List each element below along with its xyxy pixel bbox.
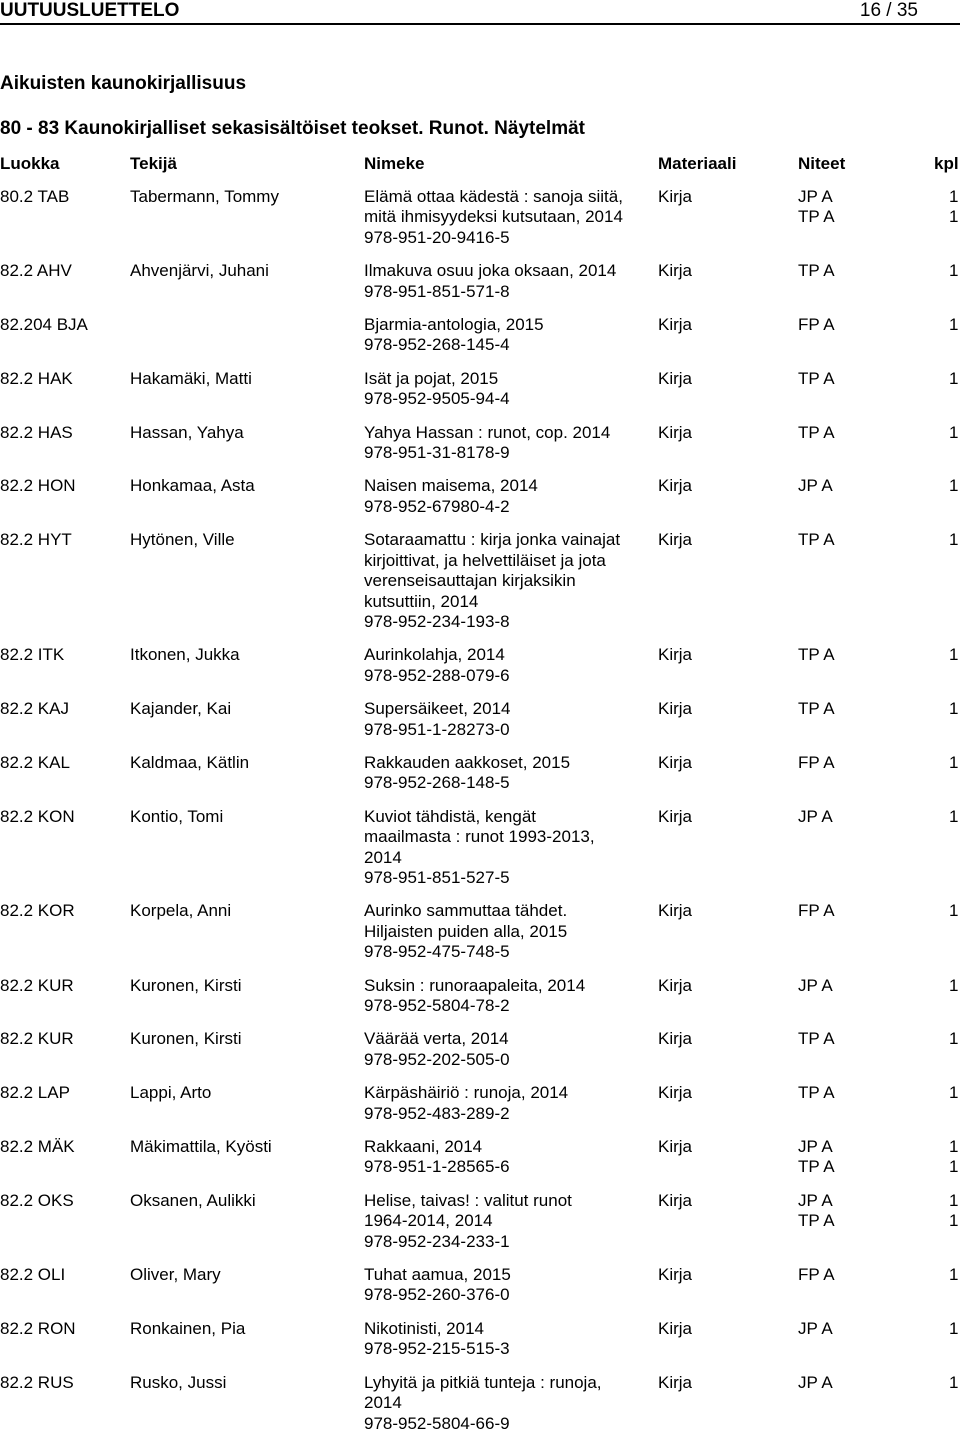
entry-kpl-count: 1 xyxy=(949,1211,959,1231)
entry-kpl-count: 1 xyxy=(949,368,959,388)
entry-nimeke xyxy=(364,1373,654,1434)
entry-tekija: Kontio, Tomi xyxy=(130,806,224,826)
entry-niteet xyxy=(798,1319,833,1339)
catalog-entry xyxy=(0,315,960,356)
entry-tekija: Tabermann, Tommy xyxy=(130,187,279,206)
entry-kpl xyxy=(949,807,958,827)
entry-luokka: 82.2 KUR xyxy=(0,975,74,995)
entry-kpl-count: 1 xyxy=(949,1157,959,1177)
entry-kpl-count: 1 xyxy=(949,699,959,719)
header-divider xyxy=(0,23,960,25)
entry-materiaali: Kirja xyxy=(658,530,693,550)
entry-kpl-count: 1 xyxy=(949,1190,959,1210)
entry-luokka: 82.2 ITK xyxy=(0,645,65,665)
entry-niteet xyxy=(798,1265,835,1285)
catalog-entry xyxy=(0,1083,960,1124)
entry-nimeke xyxy=(364,315,654,356)
entry-niteet xyxy=(798,1029,835,1049)
entry-materiaali: Kirja xyxy=(658,261,693,281)
entry-kpl xyxy=(949,369,958,389)
entry-isbn: 978-951-851-527-5 xyxy=(364,867,510,887)
entry-nimeke xyxy=(364,530,654,632)
entry-luokka: 82.2 KON xyxy=(0,806,75,826)
entry-nide: FP A xyxy=(798,752,835,772)
entry-nimeke xyxy=(364,753,654,794)
entry-luokka: 82.2 KAL xyxy=(0,752,70,772)
entry-luokka: 82.2 HAS xyxy=(0,422,73,442)
catalog-entry xyxy=(0,1373,960,1434)
entry-nimeke xyxy=(364,1029,654,1070)
entry-nimeke xyxy=(364,476,654,517)
entry-materiaali: Kirja xyxy=(658,1137,693,1157)
entry-nide: TP A xyxy=(798,1083,835,1103)
entry-kpl xyxy=(949,1029,958,1049)
entry-title-line: mitä ihmisyydeksi kutsutaan, 2014 xyxy=(364,207,623,227)
entry-niteet xyxy=(798,187,835,228)
entry-tekija: Itkonen, Jukka xyxy=(130,645,240,665)
entry-kpl-count: 1 xyxy=(949,187,959,206)
entry-tekija: Hakamäki, Matti xyxy=(130,368,252,388)
entry-tekija: Rusko, Jussi xyxy=(130,1372,227,1392)
entry-isbn: 978-952-268-145-4 xyxy=(364,335,510,355)
entry-title-line: Hiljaisten puiden alla, 2015 xyxy=(364,921,568,941)
entry-tekija: Kajander, Kai xyxy=(130,699,232,719)
entry-kpl-count: 1 xyxy=(949,207,959,227)
entry-niteet xyxy=(798,753,835,773)
entry-kpl xyxy=(949,1137,958,1178)
page-header xyxy=(0,0,960,22)
entry-luokka: 82.2 KAJ xyxy=(0,699,69,719)
entry-kpl-count: 1 xyxy=(949,1265,959,1285)
document-title: UUTUUSLUETTELO xyxy=(0,0,180,21)
entry-isbn: 978-951-20-9416-5 xyxy=(364,227,510,247)
entry-title-line: Yahya Hassan : runot, cop. 2014 xyxy=(364,422,611,442)
entry-nimeke xyxy=(364,261,654,302)
entry-nide: TP A xyxy=(798,1029,835,1049)
entry-nide: FP A xyxy=(798,1265,835,1285)
entry-isbn: 978-952-288-079-6 xyxy=(364,665,510,685)
entry-title-line: Nikotinisti, 2014 xyxy=(364,1318,485,1338)
column-header-kpl: kpl xyxy=(934,154,959,173)
entry-title-line: Kuviot tähdistä, kengät xyxy=(364,806,537,826)
entry-title-line: Ilmakuva osuu joka oksaan, 2014 xyxy=(364,261,617,281)
entry-materiaali: Kirja xyxy=(658,699,693,719)
entry-title-line: Naisen maisema, 2014 xyxy=(364,476,538,496)
entry-kpl xyxy=(949,476,958,496)
entry-isbn: 978-952-268-148-5 xyxy=(364,773,510,793)
entry-materiaali: Kirja xyxy=(658,315,693,335)
entry-tekija: Kaldmaa, Kätlin xyxy=(130,752,250,772)
entry-title-line: Aurinko sammuttaa tähdet. xyxy=(364,901,568,921)
entry-niteet xyxy=(798,645,835,665)
entry-isbn: 978-952-215-515-3 xyxy=(364,1339,510,1359)
entry-kpl xyxy=(949,423,958,443)
entry-luokka: 82.2 AHV xyxy=(0,261,72,281)
entry-nide: TP A xyxy=(798,645,835,665)
entry-tekija: Hytönen, Ville xyxy=(130,530,235,550)
subsection-title: 80 - 83 Kaunokirjalliset sekasisältöiset teokset. Runot. Näytelmät xyxy=(0,118,586,139)
catalog-entries xyxy=(0,187,960,1447)
entry-materiaali: Kirja xyxy=(658,476,693,496)
entry-niteet xyxy=(798,476,833,496)
entry-kpl-count: 1 xyxy=(949,476,959,496)
entry-kpl-count: 1 xyxy=(949,1137,959,1157)
entry-isbn: 978-952-9505-94-4 xyxy=(364,389,510,409)
entry-tekija: Honkamaa, Asta xyxy=(130,476,255,496)
entry-kpl xyxy=(949,1265,958,1285)
entry-title-line: Lyhyitä ja pitkiä tunteja : runoja, xyxy=(364,1372,602,1392)
entry-kpl-count: 1 xyxy=(949,901,959,921)
entry-title-line: maailmasta : runot 1993-2013, xyxy=(364,827,595,847)
entry-niteet xyxy=(798,699,835,719)
entry-title-line: Rakkauden aakkoset, 2015 xyxy=(364,752,571,772)
catalog-entry xyxy=(0,901,960,962)
entry-title-line: Tuhat aamua, 2015 xyxy=(364,1265,511,1285)
entry-nide: JP A xyxy=(798,1190,833,1210)
entry-niteet xyxy=(798,423,835,443)
entry-kpl-count: 1 xyxy=(949,752,959,772)
entry-isbn: 978-952-483-289-2 xyxy=(364,1103,510,1123)
catalog-entry xyxy=(0,530,960,632)
entry-title-line: Kärpäshäiriö : runoja, 2014 xyxy=(364,1083,569,1103)
column-headers xyxy=(0,153,960,175)
entry-title-line: Bjarmia-antologia, 2015 xyxy=(364,315,544,335)
entry-nide: JP A xyxy=(798,1372,833,1392)
entry-kpl xyxy=(949,645,958,665)
entry-niteet xyxy=(798,1373,833,1393)
entry-luokka: 82.2 RON xyxy=(0,1318,76,1338)
catalog-entry xyxy=(0,261,960,302)
entry-isbn: 978-951-1-28565-6 xyxy=(364,1157,510,1177)
entry-nide: TP A xyxy=(798,699,835,719)
column-header-niteet: Niteet xyxy=(798,154,846,173)
entry-nimeke xyxy=(364,807,654,889)
entry-title-line: kirjoittivat, ja helvettiläiset ja jota xyxy=(364,550,606,570)
entry-nimeke xyxy=(364,1137,654,1178)
entry-title-line: Supersäikeet, 2014 xyxy=(364,699,511,719)
entry-nimeke xyxy=(364,369,654,410)
catalog-entry xyxy=(0,807,960,889)
column-header-tekija: Tekijä xyxy=(130,154,177,173)
entry-tekija: Korpela, Anni xyxy=(130,901,232,921)
entry-materiaali: Kirja xyxy=(658,422,693,442)
entry-nide: TP A xyxy=(798,422,835,442)
entry-kpl-count: 1 xyxy=(949,422,959,442)
entry-kpl-count: 1 xyxy=(949,261,959,281)
entry-materiaali: Kirja xyxy=(658,368,693,388)
entry-luokka: 80.2 TAB xyxy=(0,187,70,206)
entry-materiaali: Kirja xyxy=(658,1190,693,1210)
section-title: Aikuisten kaunokirjallisuus xyxy=(0,73,247,94)
catalog-entry xyxy=(0,645,960,686)
entry-isbn: 978-952-475-748-5 xyxy=(364,942,510,962)
entry-isbn: 978-952-234-193-8 xyxy=(364,611,510,631)
entry-isbn: 978-951-1-28273-0 xyxy=(364,719,510,739)
entry-title-line: Helise, taivas! : valitut runot xyxy=(364,1190,572,1210)
entry-kpl-count: 1 xyxy=(949,1083,959,1103)
entry-luokka: 82.2 KUR xyxy=(0,1029,74,1049)
entry-kpl-count: 1 xyxy=(949,530,959,550)
entry-isbn: 978-952-67980-4-2 xyxy=(364,496,510,516)
entry-kpl xyxy=(949,1373,958,1393)
entry-title-line: Aurinkolahja, 2014 xyxy=(364,645,505,665)
entry-kpl xyxy=(949,1083,958,1103)
entry-nimeke xyxy=(364,699,654,740)
entry-nide: TP A xyxy=(798,1211,835,1231)
entry-nimeke xyxy=(364,976,654,1017)
catalog-entry xyxy=(0,1191,960,1252)
entry-title-line: 2014 xyxy=(364,1393,402,1413)
entry-tekija: Oliver, Mary xyxy=(130,1265,221,1285)
entry-luokka: 82.2 HYT xyxy=(0,530,72,550)
entry-niteet xyxy=(798,1137,835,1178)
entry-title-line: Elämä ottaa kädestä : sanoja siitä, xyxy=(364,187,623,206)
entry-luokka: 82.2 MÄK xyxy=(0,1137,75,1157)
entry-nimeke xyxy=(364,901,654,962)
entry-materiaali: Kirja xyxy=(658,187,693,206)
entry-kpl xyxy=(949,1191,958,1232)
catalog-entry xyxy=(0,1137,960,1178)
entry-nide: TP A xyxy=(798,368,835,388)
entry-kpl-count: 1 xyxy=(949,806,959,826)
entry-materiaali: Kirja xyxy=(658,806,693,826)
entry-kpl xyxy=(949,187,958,228)
entry-title-line: Sotaraamattu : kirja jonka vainajat xyxy=(364,530,621,550)
entry-nimeke xyxy=(364,187,654,248)
entry-tekija: Ronkainen, Pia xyxy=(130,1318,246,1338)
entry-nimeke xyxy=(364,645,654,686)
entry-luokka: 82.2 HAK xyxy=(0,368,73,388)
entry-tekija: Lappi, Arto xyxy=(130,1083,212,1103)
entry-materiaali: Kirja xyxy=(658,1372,693,1392)
entry-kpl xyxy=(949,699,958,719)
entry-niteet xyxy=(798,901,835,921)
entry-luokka: 82.2 LAP xyxy=(0,1083,70,1103)
entry-title-line: kutsuttiin, 2014 xyxy=(364,591,479,611)
entry-niteet xyxy=(798,1083,835,1103)
entry-luokka: 82.2 HON xyxy=(0,476,76,496)
entry-tekija: Mäkimattila, Kyösti xyxy=(130,1137,272,1157)
entry-nide: JP A xyxy=(798,806,833,826)
entry-luokka: 82.2 OKS xyxy=(0,1190,74,1210)
entry-title-line: 1964-2014, 2014 xyxy=(364,1211,493,1231)
entry-isbn: 978-952-234-233-1 xyxy=(364,1231,510,1251)
entry-materiaali: Kirja xyxy=(658,975,693,995)
column-header-materiaali: Materiaali xyxy=(658,154,737,173)
entry-materiaali: Kirja xyxy=(658,1265,693,1285)
entry-niteet xyxy=(798,315,835,335)
entry-niteet xyxy=(798,369,835,389)
entry-luokka: 82.2 OLI xyxy=(0,1265,66,1285)
entry-materiaali: Kirja xyxy=(658,1318,693,1338)
entry-title-line: Rakkaani, 2014 xyxy=(364,1137,483,1157)
entry-nimeke xyxy=(364,1083,654,1124)
catalog-entry xyxy=(0,1265,960,1306)
entry-kpl xyxy=(949,530,958,550)
catalog-entry xyxy=(0,369,960,410)
entry-materiaali: Kirja xyxy=(658,752,693,772)
entry-title-line: Väärää verta, 2014 xyxy=(364,1029,509,1049)
catalog-entry xyxy=(0,1029,960,1070)
entry-isbn: 978-952-5804-66-9 xyxy=(364,1413,510,1433)
entry-kpl-count: 1 xyxy=(949,975,959,995)
entry-tekija: Kuronen, Kirsti xyxy=(130,1029,242,1049)
entry-title-line: Isät ja pojat, 2015 xyxy=(364,368,499,388)
entry-isbn: 978-951-851-571-8 xyxy=(364,281,510,301)
entry-kpl xyxy=(949,261,958,281)
entry-title-line: 2014 xyxy=(364,847,402,867)
catalog-entry xyxy=(0,753,960,794)
entry-kpl-count: 1 xyxy=(949,315,959,335)
entry-niteet xyxy=(798,530,835,550)
entry-nimeke xyxy=(364,1265,654,1306)
entry-kpl-count: 1 xyxy=(949,1029,959,1049)
entry-isbn: 978-952-5804-78-2 xyxy=(364,996,510,1015)
entry-tekija: Ahvenjärvi, Juhani xyxy=(130,261,269,281)
entry-isbn: 978-951-31-8178-9 xyxy=(364,443,510,463)
entry-nide: JP A xyxy=(798,476,833,496)
entry-luokka: 82.204 BJA xyxy=(0,315,88,335)
entry-nide: TP A xyxy=(798,530,835,550)
column-header-nimeke: Nimeke xyxy=(364,154,425,173)
catalog-entry xyxy=(0,699,960,740)
entry-tekija: Oksanen, Aulikki xyxy=(130,1190,256,1210)
entry-materiaali: Kirja xyxy=(658,645,693,665)
entry-kpl-count: 1 xyxy=(949,1372,959,1392)
entry-nide: TP A xyxy=(798,207,835,227)
entry-nide: FP A xyxy=(798,901,835,921)
entry-isbn: 978-952-202-505-0 xyxy=(364,1049,510,1069)
entry-title-line: verenseisauttajan kirjaksikin xyxy=(364,571,576,591)
entry-materiaali: Kirja xyxy=(658,1029,693,1049)
entry-tekija: Kuronen, Kirsti xyxy=(130,975,242,995)
entry-nimeke xyxy=(364,1191,654,1252)
entry-kpl xyxy=(949,315,958,335)
entry-nide: JP A xyxy=(798,975,833,995)
entry-nimeke xyxy=(364,1319,654,1360)
entry-nide: JP A xyxy=(798,187,833,206)
column-header-luokka: Luokka xyxy=(0,154,60,173)
entry-nide: FP A xyxy=(798,315,835,335)
entry-title-line: Suksin : runoraapaleita, 2014 xyxy=(364,975,586,995)
entry-niteet xyxy=(798,1191,835,1232)
catalog-entry xyxy=(0,187,960,248)
entry-kpl-count: 1 xyxy=(949,645,959,665)
catalog-entry xyxy=(0,1319,960,1360)
catalog-entry xyxy=(0,476,960,517)
entry-tekija: Hassan, Yahya xyxy=(130,422,244,442)
entry-kpl xyxy=(949,753,958,773)
entry-nide: JP A xyxy=(798,1318,833,1338)
entry-nimeke xyxy=(364,423,654,464)
entry-nide: TP A xyxy=(798,261,835,281)
entry-kpl-count: 1 xyxy=(949,1318,959,1338)
entry-luokka: 82.2 RUS xyxy=(0,1372,74,1392)
entry-kpl xyxy=(949,1319,958,1339)
entry-niteet xyxy=(798,976,833,996)
page-number: 16 / 35 xyxy=(859,0,918,21)
entry-materiaali: Kirja xyxy=(658,901,693,921)
entry-materiaali: Kirja xyxy=(658,1083,693,1103)
entry-nide: JP A xyxy=(798,1137,833,1157)
entry-niteet xyxy=(798,807,833,827)
entry-isbn: 978-952-260-376-0 xyxy=(364,1285,510,1305)
entry-niteet xyxy=(798,261,835,281)
entry-kpl xyxy=(949,901,958,921)
catalog-entry xyxy=(0,976,960,1017)
entry-nide: TP A xyxy=(798,1157,835,1177)
entry-kpl xyxy=(949,976,958,996)
catalog-entry xyxy=(0,423,960,464)
entry-luokka: 82.2 KOR xyxy=(0,901,75,921)
